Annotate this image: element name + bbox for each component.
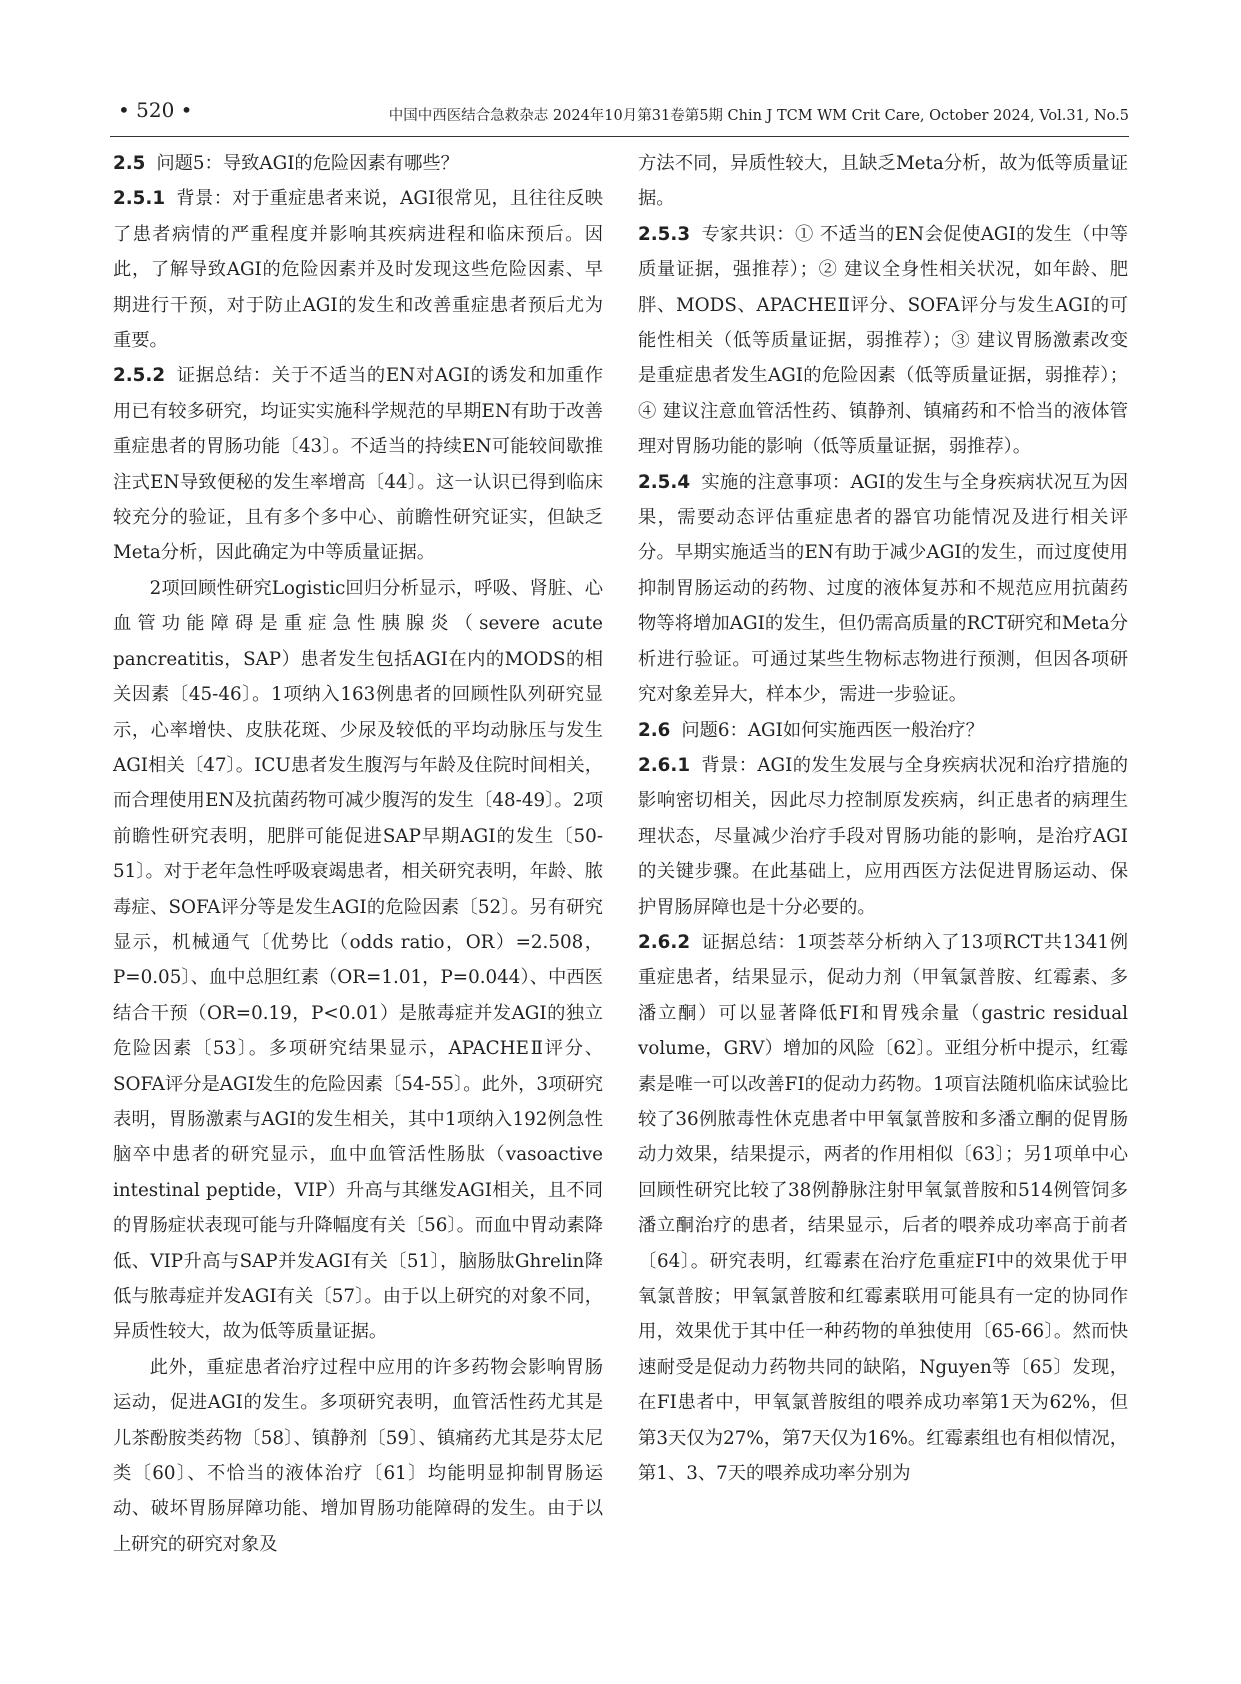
paragraph-text: 方法不同，异质性较大，且缺乏Meta分析，故为低等质量证据。 bbox=[638, 153, 1128, 210]
section-2-5-2 bbox=[113, 358, 603, 570]
section-2-5-1 bbox=[113, 181, 603, 358]
section-2-5-3 bbox=[638, 217, 1128, 465]
right-column bbox=[638, 146, 1128, 1491]
section-number: 2.5.1 bbox=[113, 188, 166, 210]
section-number: 2.5.3 bbox=[638, 223, 691, 245]
paragraph-text: 此外，重症患者治疗过程中应用的许多药物会影响胃肠运动，促进AGI的发生。多项研究表明，血管活性药尤其是儿茶酚胺类药物〔58〕、镇静剂〔59〕、镇痛药尤其是芬太尼类〔60〕、不恰当的液体治疗〔61〕均能明显抑制胃肠运动、破坏胃肠屏障功能、增加胃肠功能障碍的发生。由于以上研究的研究对象及 bbox=[113, 1356, 603, 1555]
section-number: 2.5.2 bbox=[113, 365, 166, 387]
paragraph-text: 专家共识：① 不适当的EN会促使AGI的发生（中等质量证据，强推荐）；② 建议全身性相关状况，如年龄、肥胖、MODS、APACHEⅡ评分、SOFA评分与发生AGI的可能性相关（低等质量证据，弱推荐）；③ 建议胃肠激素改变是重症患者发生AGI的危险因素（低等质量证据，弱推荐）；④ 建议注意血管活性药、镇静剂、镇痛药和不恰当的液体管理对胃肠功能的影响（低等质量证据，弱推荐）。 bbox=[638, 223, 1128, 458]
paragraph-text: 背景：AGI的发生发展与全身疾病状况和治疗措施的影响密切相关，因此尽力控制原发疾病，纠正患者的病理生理状态，尽量减少治疗手段对胃肠功能的影响，是治疗AGI的关键步骤。在此基础上，应用西医方法促进胃肠运动、保护胃肠屏障也是十分必要的。 bbox=[638, 754, 1128, 918]
section-number: 2.5.4 bbox=[638, 471, 691, 493]
paragraph-continued bbox=[638, 146, 1128, 217]
section-2-6-1 bbox=[638, 748, 1128, 925]
section-number: 2.5 bbox=[113, 153, 146, 174]
left-column bbox=[113, 146, 603, 1562]
heading-2-6 bbox=[638, 713, 1128, 748]
paragraph-text: 证据总结：1项荟萃分析纳入了13项RCT共1341例重症患者，结果显示，促动力剂（甲氧氯普胺、红霉素、多潘立酮）可以显著降低FI和胃残余量（gastric residual volume，GRV）增加的风险〔62〕。亚组分析中提示，红霉素是唯一可以改善FI的促动力药物。1项盲法随机临床试验比较了36例脓毒性休克患者中甲氧氯普胺和多潘立酮的促胃肠动力效果，结果提示，两者的作用相似〔63〕；另1项单中心回顾性研究比较了38例静脉注射甲氧氯普胺和514例管饲多潘立酮治疗的患者，结果显示，后者的喂养成功率高于前者〔64〕。研究表明，红霉素在治疗危重症FI中的效果优于甲氧氯普胺；甲氧氯普胺和红霉素联用可能具有一定的协同作用，效果优于其中任一种药物的单独使用〔65-66〕。然而快速耐受是促动力药物共同的缺陷，Nguyen等〔65〕发现，在FI患者中，甲氧氯普胺组的喂养成功率第1天为62%，但第3天仅为27%，第7天仅为16%。红霉素组也有相似情况，第1、3、7天的喂养成功率分别为 bbox=[638, 931, 1128, 1485]
journal-citation: 中国中西医结合急救杂志 2024年10月第31卷第5期 Chin J TCM WM Crit Care, October 2024, Vol.31, No.5 bbox=[388, 108, 1129, 124]
section-2-5-4 bbox=[638, 465, 1128, 713]
paragraph-text: 问题6：AGI如何实施西医一般治疗？ bbox=[681, 719, 984, 741]
section-number: 2.6 bbox=[638, 719, 671, 741]
page-number: • 520 • bbox=[118, 98, 193, 122]
paragraph-text: 实施的注意事项：AGI的发生与全身疾病状况互为因果，需要动态评估重症患者的器官功能情况及进行相关评分。早期实施适当的EN有助于减少AGI的发生，而过度使用抑制胃肠运动的药物、过度的液体复苏和不规范应用抗菌药物等将增加AGI的发生，但仍需高质量的RCT研究和Meta分析进行验证。可通过某些生物标志物进行预测，但因各项研究对象差异大，样本少，需进一步验证。 bbox=[638, 471, 1128, 706]
paragraph-text: 证据总结：关于不适当的EN对AGI的诱发和加重作用已有较多研究，均证实实施科学规范的早期EN有助于改善重症患者的胃肠功能〔43〕。不适当的持续EN可能较间歇推注式EN导致便秘的发生率增高〔44〕。这一认识已得到临床较充分的验证，且有多个多中心、前瞻性研究证实，但缺乏Meta分析，因此确定为中等质量证据。 bbox=[113, 365, 603, 564]
paragraph-text: 背景：对于重症患者来说，AGI很常见，且往往反映了患者病情的严重程度并影响其疾病进程和临床预后。因此，了解导致AGI的危险因素并及时发现这些危险因素、早期进行干预，对于防止AGI的发生和改善重症患者预后尤为重要。 bbox=[113, 188, 603, 352]
heading-2-5 bbox=[113, 146, 603, 181]
running-header bbox=[110, 92, 1129, 137]
section-2-6-2 bbox=[638, 925, 1128, 1492]
section-number: 2.6.1 bbox=[638, 754, 691, 776]
paragraph bbox=[113, 1350, 603, 1562]
paragraph bbox=[113, 571, 603, 1350]
paragraph-text: 问题5：导致AGI的危险因素有哪些？ bbox=[156, 153, 459, 174]
section-number: 2.6.2 bbox=[638, 931, 691, 953]
paragraph-text: 2项回顾性研究Logistic回归分析显示，呼吸、肾脏、心血管功能障碍是重症急性胰腺炎（severe acute pancreatitis，SAP）患者发生包括AGI在内的MODS的相关因素〔45-46〕。1项纳入163例患者的回顾性队列研究显示，心率增快、皮肤花斑、少尿及较低的平均动脉压与发生AGI相关〔47〕。ICU患者发生腹泻与年龄及住院时间相关，而合理使用EN及抗菌药物可减少腹泻的发生〔48-49〕。2项前瞻性研究表明，肥胖可能促进SAP早期AGI的发生〔50-51〕。对于老年急性呼吸衰竭患者，相关研究表明，年龄、脓毒症、SOFA评分等是发生AGI的危险因素〔52〕。另有研究显示，机械通气〔优势比（odds ratio，OR）=2.508，P=0.05〕、血中总胆红素（OR=1.01，P=0.044）、中西医结合干预（OR=0.19，P<0.01）是脓毒症并发AGI的独立危险因素〔53〕。多项研究结果显示，APACHEⅡ评分、SOFA评分是AGI发生的危险因素〔54-55〕。此外，3项研究表明，胃肠激素与AGI的发生相关，其中1项纳入192例急性脑卒中患者的研究显示，血中血管活性肠肽（vasoactive intestinal peptide，VIP）升高与其继发AGI相关，且不同的胃肠症状表现可能与升降幅度有关〔56〕。而血中胃动素降低、VIP升高与SAP并发AGI有关〔51〕，脑肠肽Ghrelin降低与脓毒症并发AGI有关〔57〕。由于以上研究的对象不同，异质性较大，故为低等质量证据。 bbox=[113, 577, 603, 1343]
